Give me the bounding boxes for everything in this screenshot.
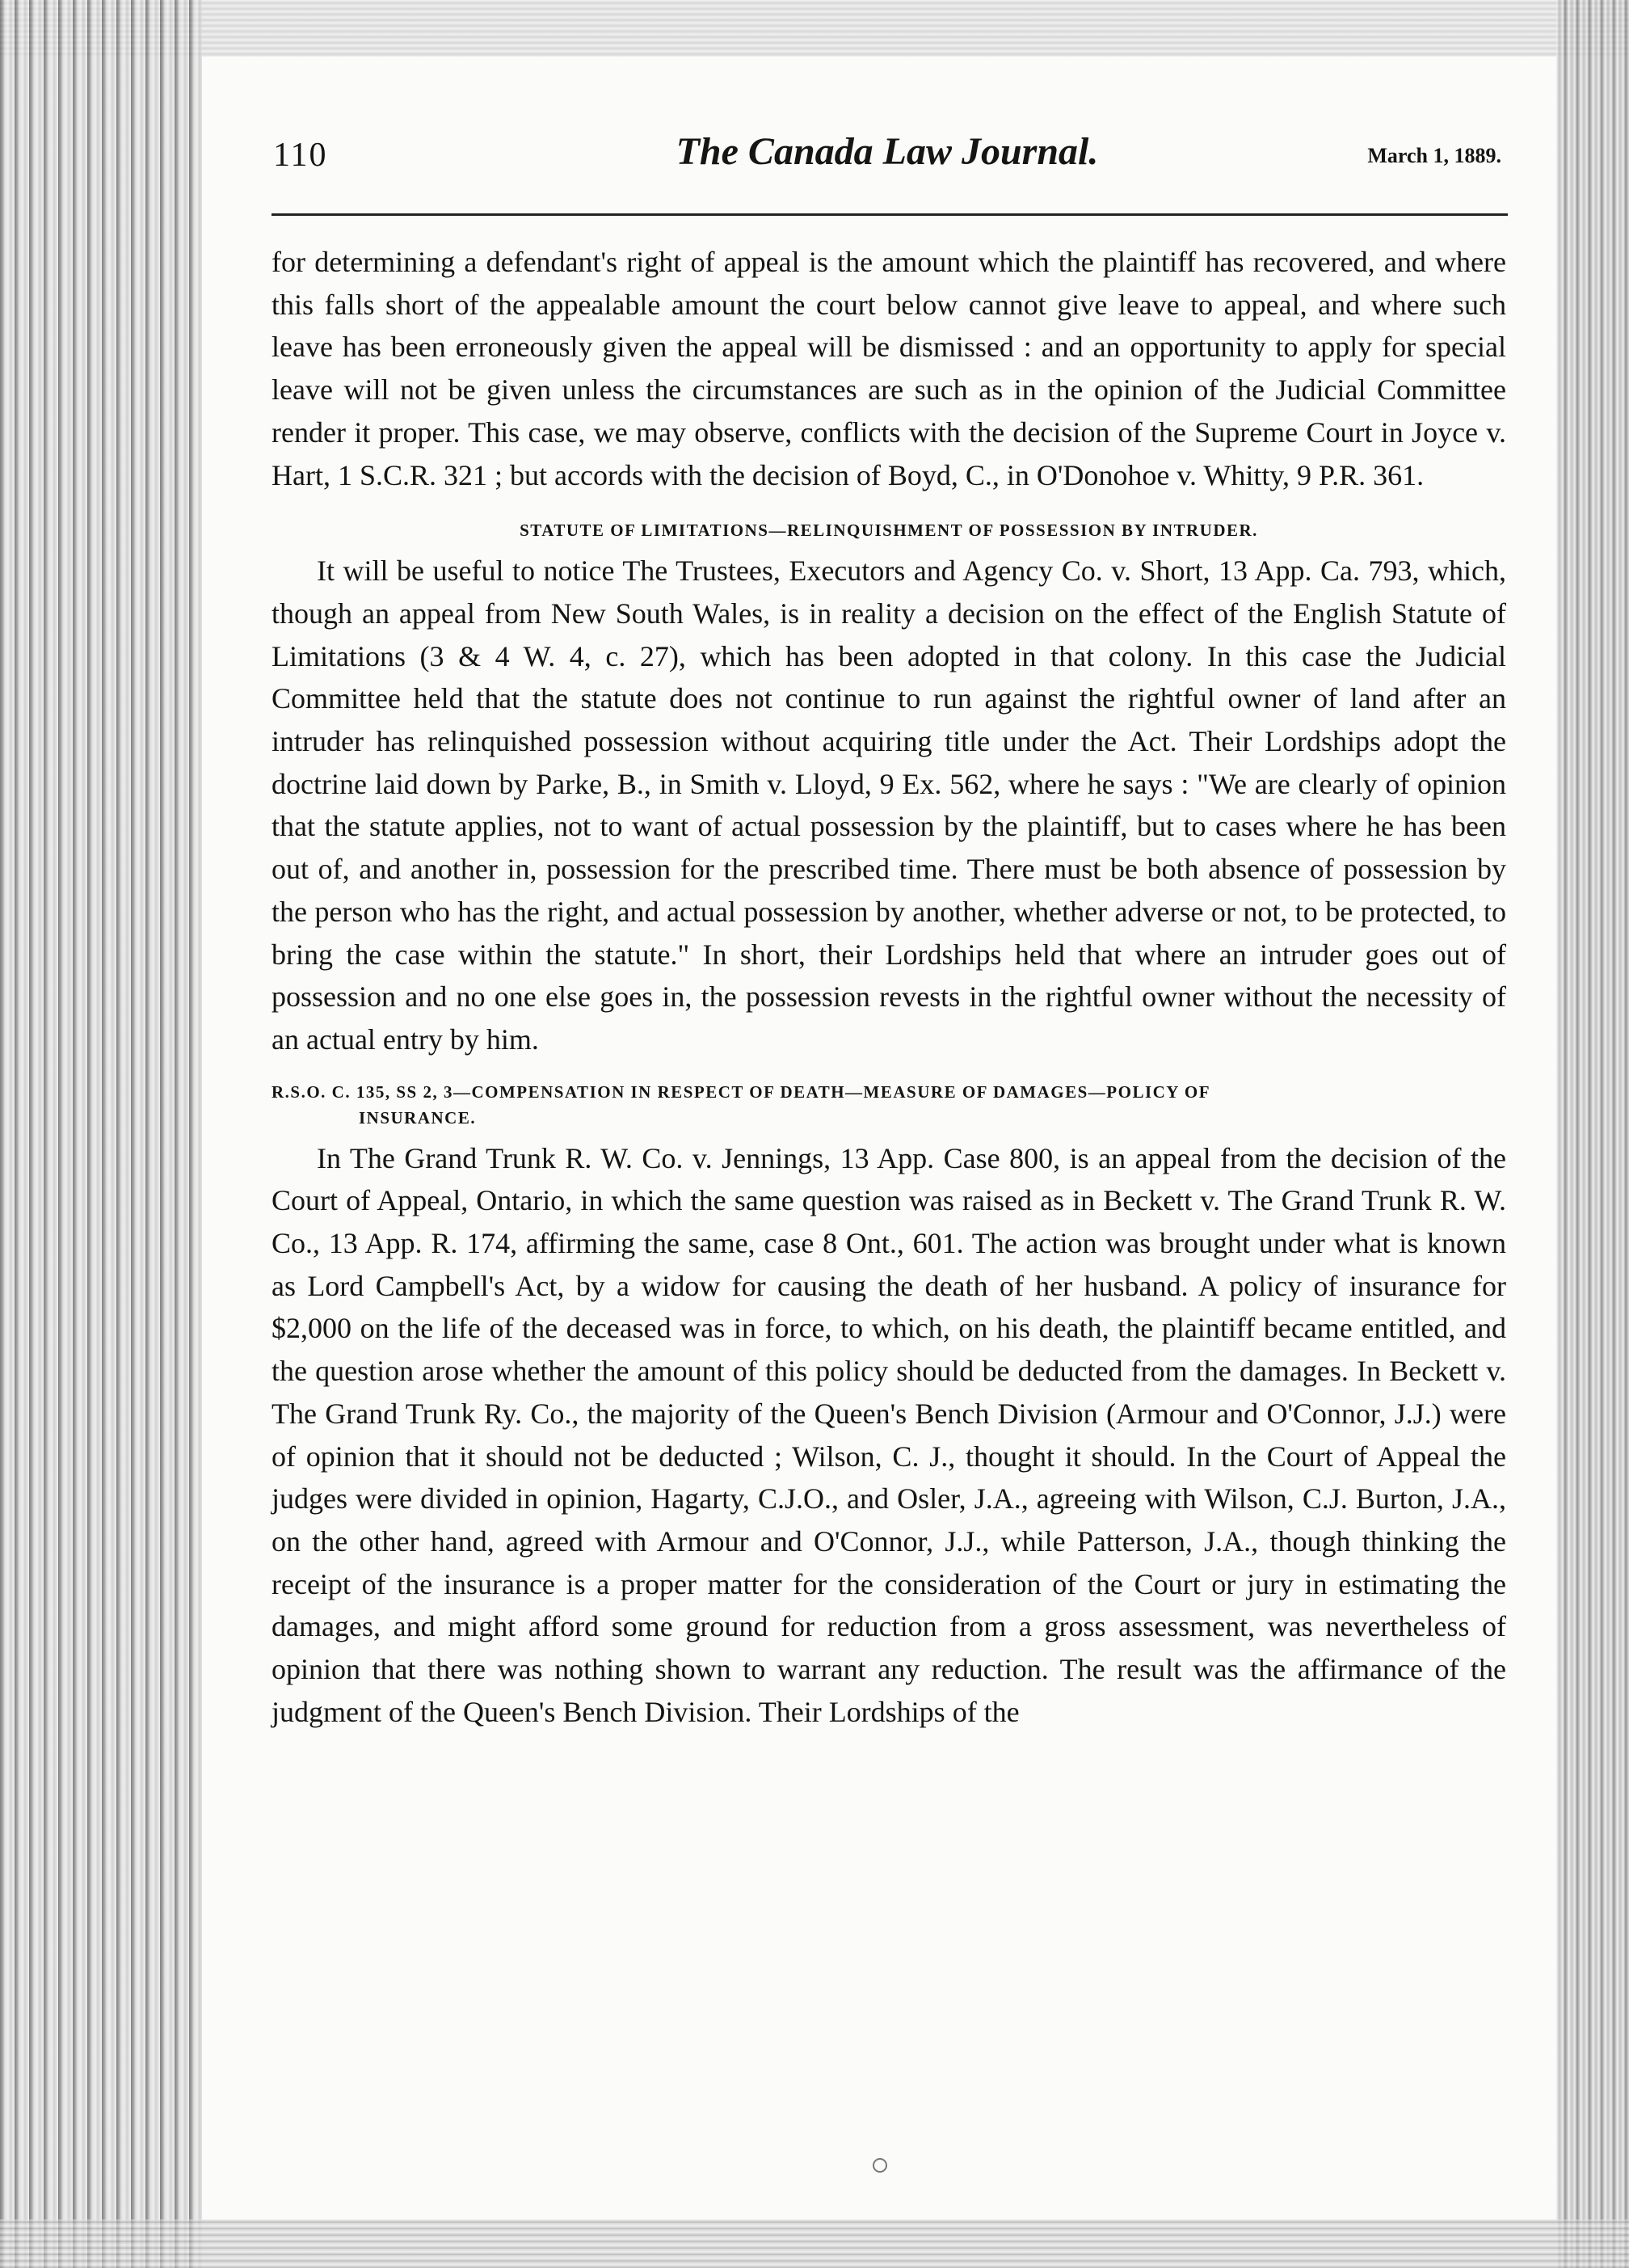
paragraph-limitations: It will be useful to notice The Trustees, Executors and Agency Co. v. Short, 13 App. Ca. 793, which, though an appeal from New South Wales, is in reality a decision on the effect of the English Statute of Limitations (3 & 4 W. 4, c. 27), which has been adopted in that colony. In this case the Judicial Committee held that the statute does not continue to run against the rightful owner of land after an intruder has relinquished possession without acquiring title under the Act. Their Lordships adopt the doctrine laid down by Parke, B., in Smith v. Lloyd, 9 Ex. 562, where he says : "We are clearly of opinion that the statute applies, not to want of actual possession by the plaintiff, but to cases where he has been out of, and another in, possession for the prescribed time. There must be both absence of possession by the person who has the right, and actual possession by another, whether adverse or not, to be protected, to bring the case within the statute." In short, their Lordships held that where an intruder goes out of possession and no one else goes in, the possession revests in the rightful owner without the necessity of an actual entry by him. bbox=[272, 554, 1506, 1056]
scan-edge-right bbox=[1556, 0, 1629, 2268]
section-heading-compensation bbox=[272, 1079, 1506, 1131]
section-heading-compensation-line1: R.S.O. C. 135, SS 2, 3—COMPENSATION IN RESPECT OF DEATH—MEASURE OF DAMAGES—POLICY OF bbox=[272, 1081, 1211, 1102]
paragraph-appeal-amount: for determining a defendant's right of appeal is the amount which the plaintiff has recovered, and where this falls short of the appealable amount the court below cannot give leave to appeal, and where such leave has been erroneously given the appeal will be dismissed : and an opportunity to apply for special leave will not be given unless the circumstances are such as in the opinion of the Judicial Committee render it proper. This case, we may observe, conflicts with the decision of the Supreme Court in Joyce v. Hart, 1 S.C.R. 321 ; but accords with the decision of Boyd, C., in O'Donohoe v. Whitty, 9 P.R. 361. bbox=[272, 246, 1506, 491]
ink-mark bbox=[873, 2158, 887, 2173]
section-heading-compensation-line2: INSURANCE. bbox=[359, 1107, 477, 1128]
scan-edge-left bbox=[0, 0, 202, 2268]
article-body bbox=[272, 241, 1506, 1734]
page-number: 110 bbox=[273, 137, 328, 174]
header-rule bbox=[272, 213, 1508, 216]
running-header bbox=[273, 129, 1501, 194]
journal-title: The Canada Law Journal. bbox=[676, 130, 1099, 173]
issue-date: March 1, 1889. bbox=[1367, 144, 1501, 167]
scan-edge-bottom bbox=[0, 2220, 1629, 2268]
section-heading-limitations: STATUTE OF LIMITATIONS—RELINQUISHMENT OF POSSESSION BY INTRUDER. bbox=[520, 521, 1258, 541]
paragraph-grand-trunk: In The Grand Trunk R. W. Co. v. Jennings, 13 App. Case 800, is an appeal from the decision of the Court of Appeal, Ontario, in which the same question was raised as in Beckett v. The Grand Trunk R. W. Co., 13 App. R. 174, affirming the same, case 8 Ont., 601. The action was brought under what is known as Lord Campbell's Act, by a widow for causing the death of her husband. A policy of insurance for $2,000 on the life of the deceased was in force, to which, on his death, the plaintiff became entitled, and the question arose whether the amount of this policy should be deducted from the damages. In Beckett v. The Grand Trunk Ry. Co., the majority of the Queen's Bench Division (Armour and O'Connor, J.J.) were of opinion that it should not be deducted ; Wilson, C. J., thought it should. In the Court of Appeal the judges were divided in opinion, Hagarty, C.J.O., and Osler, J.A., agreeing with Wilson, C.J. Burton, J.A., on the other hand, agreed with Armour and O'Connor, J.J., while Patterson, J.A., though thinking the receipt of the insurance is a proper matter for the consideration of the Court or jury in estimating the damages, and might afford some ground for reduction from a gross assessment, was nevertheless of opinion that there was nothing shown to warrant any reduction. The result was the affirmance of the judgment of the Queen's Bench Division. Their Lordships of the bbox=[272, 1141, 1506, 1728]
scan-edge-top bbox=[0, 0, 1629, 57]
journal-page bbox=[202, 57, 1556, 2220]
